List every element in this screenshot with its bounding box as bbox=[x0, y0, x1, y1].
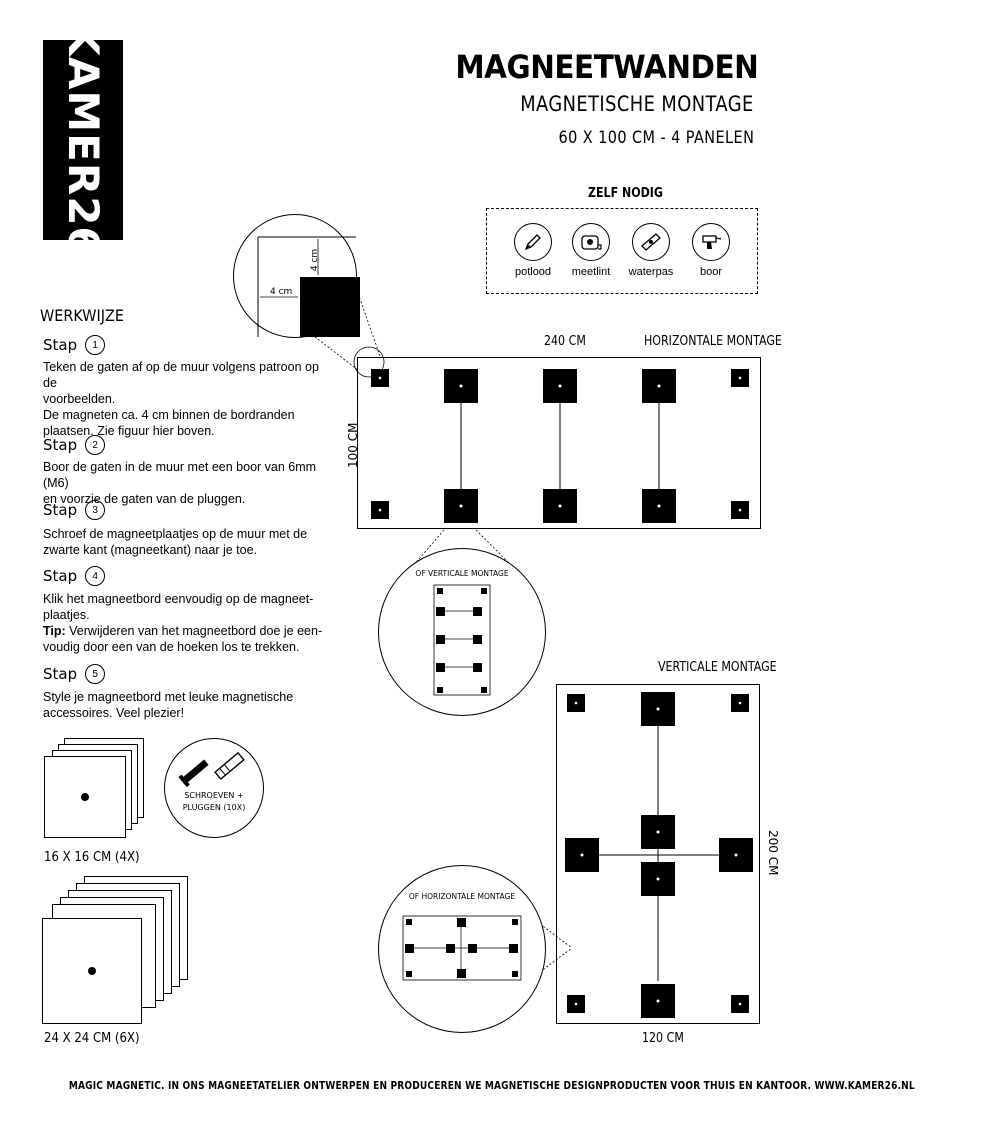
step-label: Stap bbox=[43, 567, 78, 585]
footer-text: MAGIC MAGNETIC. IN ONS MAGNEETATELIER ONTWERPEN EN PRODUCEREN WE MAGNETISCHE DESIGNPRODUCTEN VOOR THUIS EN KANTOOR. WWW.KAMER26.NL bbox=[68, 1080, 915, 1092]
screws-label-1: SCHROEVEN + bbox=[184, 791, 244, 800]
step-2-header bbox=[43, 435, 105, 455]
horizontal-alternative-inset bbox=[378, 865, 546, 1033]
tool-label: boor bbox=[699, 266, 723, 278]
horizontal-title: HORIZONTALE MONTAGE bbox=[644, 334, 782, 349]
horizontal-inset-label: OF HORIZONTALE MONTAGE bbox=[408, 892, 516, 901]
tool-label: potlood bbox=[514, 266, 552, 278]
step-4-header bbox=[43, 566, 105, 586]
step-line: plaatjes. bbox=[43, 608, 90, 622]
large-panels-caption: 24 X 24 CM (6X) bbox=[44, 1031, 140, 1046]
step-number: 3 bbox=[85, 500, 105, 520]
step-line: en voorzie de gaten van de pluggen. bbox=[43, 492, 246, 506]
step-number: 2 bbox=[85, 435, 105, 455]
step-line: plaatsen. Zie figuur hier boven. bbox=[43, 424, 215, 438]
instructions-title: WERKWIJZE bbox=[40, 306, 124, 325]
horizontal-wall-layout bbox=[357, 357, 761, 529]
step-line: voudig door een van de hoeken los te trekken. bbox=[43, 640, 300, 654]
tools-title: ZELF NODIG bbox=[588, 186, 663, 201]
vertical-inset-label: OF VERTICALE MONTAGE bbox=[415, 569, 509, 578]
step-5-text bbox=[43, 689, 325, 721]
step-line: Style je magneetbord met leuke magnetische bbox=[43, 690, 294, 704]
vertical-alternative-inset bbox=[378, 548, 546, 716]
step-line: voorbeelden. bbox=[43, 392, 116, 406]
horizontal-width-label: 240 CM bbox=[544, 334, 586, 349]
vertical-wall-layout bbox=[556, 684, 760, 1024]
screws-plugs-circle bbox=[164, 738, 264, 838]
step-line: De magneten ca. 4 cm binnen de bordranden bbox=[43, 408, 295, 422]
tool-label: meetlint bbox=[571, 266, 611, 278]
step-number: 5 bbox=[85, 664, 105, 684]
vertical-width-label: 120 CM bbox=[642, 1031, 684, 1046]
large-panel bbox=[42, 918, 142, 1024]
step-line: zwarte kant (magneetkant) naar je toe. bbox=[43, 543, 258, 557]
page-subtitle: MAGNETISCHE MONTAGE bbox=[520, 92, 754, 116]
corner-detail-magnifier bbox=[233, 214, 357, 338]
step-4-text bbox=[43, 591, 325, 655]
page-title: MAGNEETWANDEN bbox=[455, 48, 758, 86]
vertical-title: VERTICALE MONTAGE bbox=[658, 660, 777, 675]
screw-icon bbox=[165, 739, 263, 837]
step-line: Verwijderen van het magneetbord doe je een- bbox=[65, 624, 323, 638]
offset-left-label: 4 cm bbox=[270, 287, 293, 297]
brand-name: KAMER26 bbox=[59, 23, 108, 257]
small-panel bbox=[44, 756, 126, 838]
vertical-height-label: 200 CM bbox=[766, 830, 780, 876]
step-line: Klik het magneetbord eenvoudig op de magneet- bbox=[43, 592, 314, 606]
step-line: accessoires. Veel plezier! bbox=[43, 706, 185, 720]
panel-center-hole bbox=[88, 967, 96, 975]
page-dimensions: 60 X 100 CM - 4 PANELEN bbox=[558, 128, 754, 148]
step-line: Schroef de magneetplaatjes op de muur met de bbox=[43, 527, 308, 541]
step-1-text bbox=[43, 359, 325, 439]
screws-label-2: PLUGGEN (10X) bbox=[182, 803, 246, 812]
step-5-header bbox=[43, 664, 105, 684]
step-number: 4 bbox=[85, 566, 105, 586]
tip-label: Tip: bbox=[43, 624, 66, 638]
step-3-text bbox=[43, 526, 325, 558]
offset-top-label: 4 cm bbox=[310, 248, 321, 272]
step-line: Boor de gaten in de muur met een boor van 6mm (M6) bbox=[43, 460, 317, 490]
step-3-header bbox=[43, 500, 105, 520]
panel-center-hole bbox=[81, 793, 89, 801]
step-number: 1 bbox=[85, 335, 105, 355]
tool-label: waterpas bbox=[628, 266, 674, 278]
step-label: Stap bbox=[43, 336, 78, 354]
horizontal-height-label: 100 CM bbox=[346, 422, 360, 468]
step-label: Stap bbox=[43, 665, 78, 683]
step-1-header bbox=[43, 335, 105, 355]
step-line: Teken de gaten af op de muur volgens patroon op de bbox=[43, 360, 319, 390]
small-panels-caption: 16 X 16 CM (4X) bbox=[44, 850, 140, 865]
step-label: Stap bbox=[43, 436, 78, 454]
step-label: Stap bbox=[43, 501, 78, 519]
footer bbox=[0, 1080, 915, 1092]
